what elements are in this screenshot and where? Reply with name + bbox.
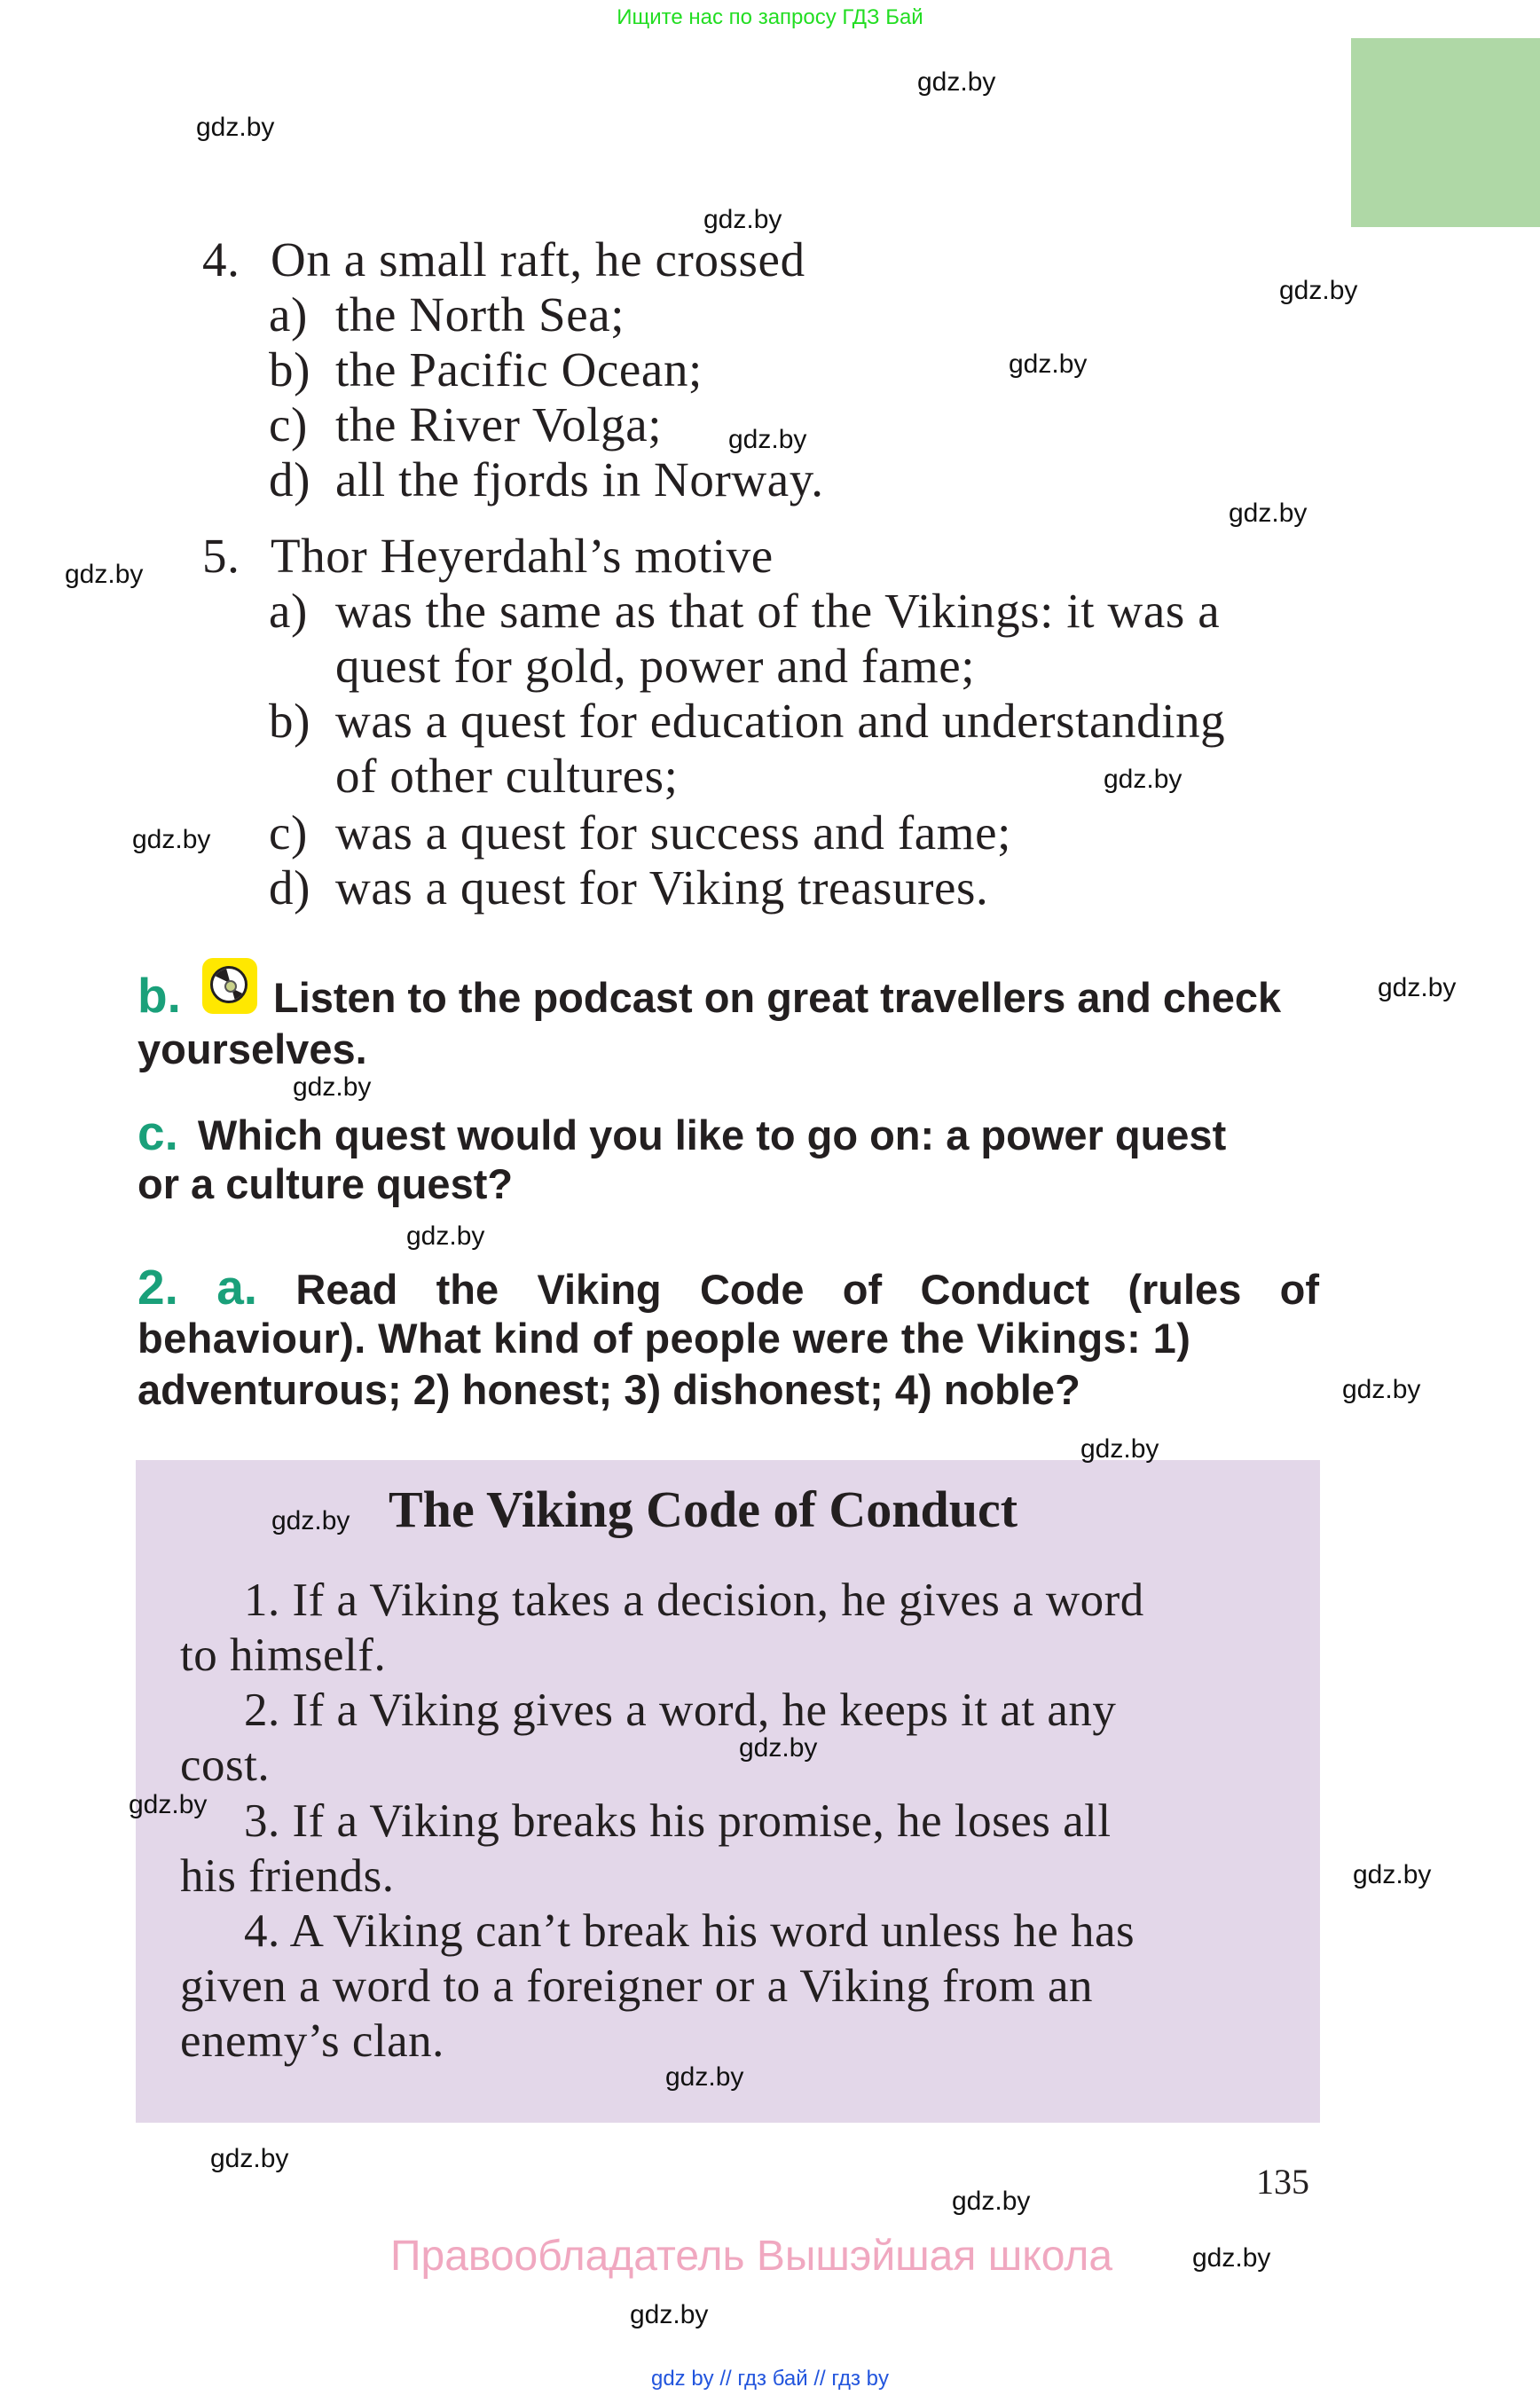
watermark: gdz.by <box>132 825 211 854</box>
watermark: gdz.by <box>1378 973 1457 1002</box>
option-4a <box>269 287 625 342</box>
rule-4-line3: enemy’s clan. <box>180 2015 444 2067</box>
watermark: gdz.by <box>739 1733 818 1763</box>
watermark: gdz.by <box>271 1506 350 1535</box>
option-4d <box>269 452 824 507</box>
rule-3-line1: 3. If a Viking breaks his promise, he loses all <box>244 1795 1112 1847</box>
option-text: the River Volga; <box>335 397 663 452</box>
option-5d <box>269 860 988 915</box>
watermark: gdz.by <box>210 2144 289 2173</box>
option-text: was a quest for education and understanding <box>335 694 1226 748</box>
option-letter: d) <box>269 452 311 507</box>
task-2a-line2: behaviour). What kind of people were the Vikings: 1) <box>138 1315 1191 1362</box>
option-4c <box>269 397 662 452</box>
option-5b <box>269 694 1225 749</box>
rule-2-line2: cost. <box>180 1739 271 1791</box>
copyright-notice: Правообладатель Вышэйшая школа <box>390 2233 1113 2280</box>
option-letter: b) <box>269 342 311 397</box>
top-search-note: Ищите нас по запросу ГДЗ Бай <box>617 5 923 29</box>
disc-shape <box>210 966 248 1003</box>
task-c-line2: or a culture quest? <box>138 1160 514 1207</box>
option-letter: c) <box>269 397 308 452</box>
task-2a-line3: adventurous; 2) honest; 3) dishonest; 4) noble? <box>138 1366 1080 1413</box>
option-text: all the fjords in Norway. <box>335 452 824 507</box>
question-text: On a small raft, he crossed <box>271 232 805 287</box>
task-2a-line1 <box>138 1261 1319 1315</box>
option-text: the North Sea; <box>335 287 625 342</box>
option-5b-continued: of other cultures; <box>335 749 679 803</box>
rule-1-line1: 1. If a Viking takes a decision, he gives a word <box>244 1575 1144 1626</box>
watermark: gdz.by <box>1104 765 1182 794</box>
watermark: gdz.by <box>1192 2243 1271 2273</box>
corner-color-tab <box>1351 38 1540 227</box>
cd-audio-icon[interactable] <box>202 958 257 1014</box>
option-letter: a) <box>269 584 308 638</box>
task-c-line1 <box>138 1107 1226 1161</box>
option-text: the Pacific Ocean; <box>335 342 703 397</box>
option-5a <box>269 584 1220 639</box>
exercise-number: 2. <box>138 1260 178 1315</box>
option-text: was a quest for Viking treasures. <box>335 860 989 915</box>
watermark: gdz.by <box>952 2187 1031 2216</box>
question-number: 5. <box>202 529 240 583</box>
task-letter: a. <box>216 1260 258 1315</box>
watermark: gdz.by <box>1279 276 1358 305</box>
option-letter: d) <box>269 860 311 915</box>
task-b-label <box>138 970 181 1024</box>
watermark: gdz.by <box>129 1790 208 1819</box>
rule-1-line2: to himself. <box>180 1629 387 1681</box>
watermark: gdz.by <box>1342 1375 1421 1404</box>
disc-hub <box>224 980 237 993</box>
option-text: was a quest for success and fame; <box>335 805 1012 860</box>
rule-4-line1: 4. A Viking can’t break his word unless he has <box>244 1905 1135 1957</box>
watermark: gdz.by <box>630 2300 709 2329</box>
watermark: gdz.by <box>406 1221 485 1251</box>
rule-3-line2: his friends. <box>180 1850 395 1902</box>
option-letter: a) <box>269 287 308 342</box>
task-letter: c. <box>138 1105 178 1160</box>
option-letter: b) <box>269 694 311 748</box>
watermark: gdz.by <box>917 67 996 97</box>
watermark: gdz.by <box>293 1072 372 1102</box>
code-box-title: The Viking Code of Conduct <box>389 1480 1018 1538</box>
option-text: was the same as that of the Vikings: it was a <box>335 584 1221 638</box>
rule-4-line2: given a word to a foreigner or a Viking from an <box>180 1960 1093 2012</box>
watermark: gdz.by <box>1229 499 1308 528</box>
watermark: gdz.by <box>1353 1860 1432 1889</box>
watermark: gdz.by <box>728 425 807 454</box>
task-b-line2: yourselves. <box>138 1025 367 1072</box>
rule-2-line1: 2. If a Viking gives a word, he keeps it at any <box>244 1684 1117 1736</box>
question-5-stem <box>202 529 774 584</box>
task-text: Which quest would you like to go on: a power quest <box>197 1111 1227 1158</box>
option-5a-continued: quest for gold, power and fame; <box>335 639 976 693</box>
task-b-line1: Listen to the podcast on great travellers and check <box>273 974 1282 1021</box>
watermark: gdz.by <box>665 2062 744 2092</box>
task-letter: b. <box>138 968 181 1023</box>
question-text: Thor Heyerdahl’s motive <box>271 529 774 583</box>
question-number: 4. <box>202 232 240 287</box>
option-letter: c) <box>269 805 308 860</box>
footer-links[interactable]: gdz by // гдз бай // гдз by <box>650 2367 890 2391</box>
option-4b <box>269 342 703 397</box>
task-text: Read the Viking Code of Conduct (rules of <box>295 1266 1320 1313</box>
question-4-stem <box>202 232 805 287</box>
option-5c <box>269 805 1011 860</box>
watermark: gdz.by <box>1009 349 1088 379</box>
watermark: gdz.by <box>65 560 144 589</box>
page-number: 135 <box>1256 2162 1309 2202</box>
watermark: gdz.by <box>196 113 275 142</box>
watermark: gdz.by <box>1080 1434 1159 1464</box>
watermark: gdz.by <box>703 205 782 234</box>
